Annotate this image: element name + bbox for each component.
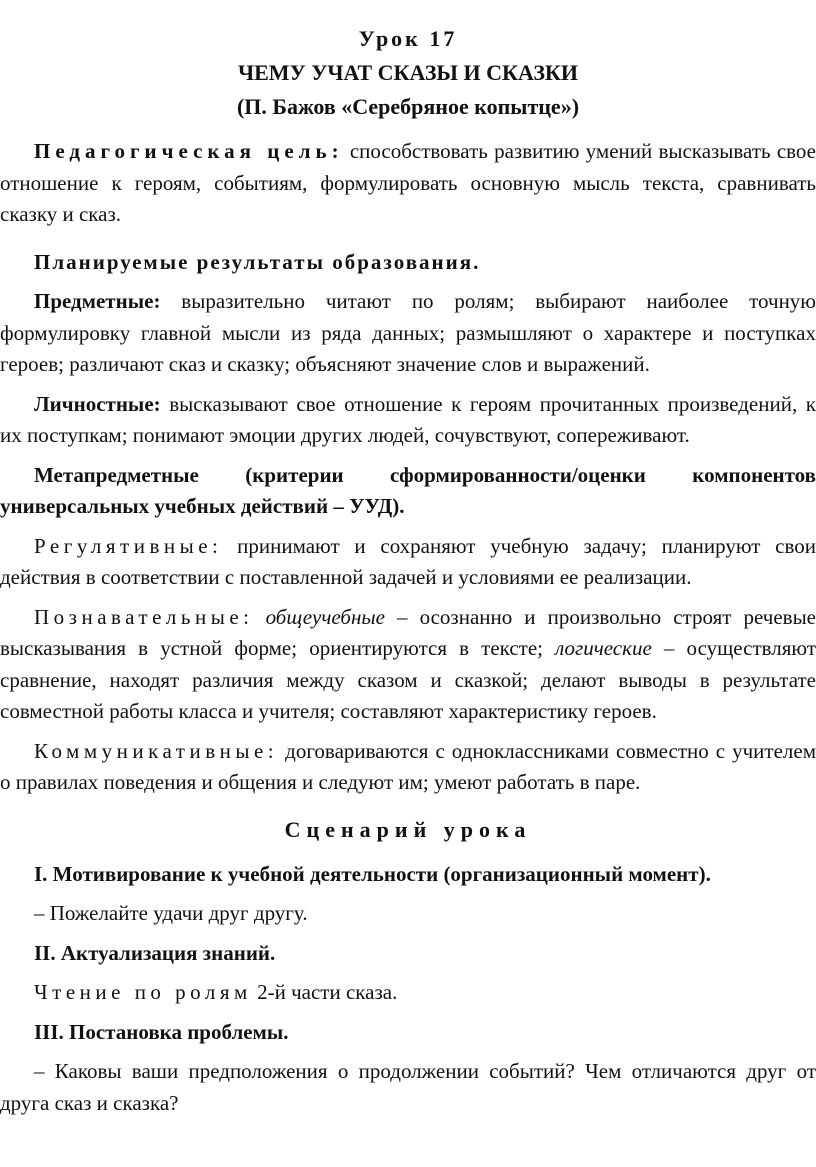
cognitive-label: Познавательные: — [34, 604, 254, 629]
goal-paragraph — [0, 136, 816, 231]
communicative-label: Коммуникативные: — [34, 738, 279, 763]
cognitive-results — [0, 602, 816, 728]
regulatory-results — [0, 531, 816, 594]
personal-label: Личностные: — [34, 391, 161, 416]
regulatory-label: Регулятивные: — [34, 533, 223, 558]
personal-results — [0, 389, 816, 452]
goal-label: Педагогическая цель: — [34, 139, 344, 163]
stage3-title: III. Постановка проблемы. — [34, 1019, 289, 1044]
lesson-subtitle: (П. Бажов «Серебряное копытце») — [236, 94, 580, 119]
communicative-results — [0, 736, 816, 799]
cognitive-text-logical: – осуществляют сравнение, находят различия между сказом и сказкой; делают выводы в результате совместной работы класса и учителя; составляют характеристику героев. — [0, 636, 816, 723]
stage1-text: – Пожелайте удачи друг другу. — [34, 901, 308, 925]
goal-text: способствовать развитию умений высказывать свое отношение к героям, событиям, формулировать основную мысль текста, сравнивать сказку и сказ. — [0, 139, 816, 226]
stage2-title: II. Актуализация знаний. — [34, 940, 276, 965]
stage3-text: – Каковы ваши предположения о продолжении событий? Чем отличаются друг от друга сказ и сказка? — [0, 1059, 816, 1115]
personal-text: высказывают свое отношение к героям прочитанных произведений, к их поступкам; понимают эмоции других людей, сочувствуют, сопереживают. — [0, 391, 816, 447]
scenario-heading: Сценарий урока — [284, 816, 532, 842]
meta-heading: Метапредметные (критерии сформированности/оценки компонентов универсальных учебных действий – УУД). — [0, 462, 816, 518]
lesson-title: ЧЕМУ УЧАТ СКАЗЫ И СКАЗКИ — [237, 60, 578, 85]
subject-results — [0, 286, 816, 381]
regulatory-text: принимают и сохраняют учебную задачу; планируют свои действия в соответствии с поставленной задачей и условиями ее реализации. — [0, 533, 816, 589]
subject-text: выразительно читают по ролям; выбирают наиболее точную формулировку главной мысли из ряда данных; размышляют о характере и поступках героев; различают сказ и сказку; объясняют значение слов и выражений. — [0, 289, 816, 376]
lesson-number: Урок 17 — [358, 26, 458, 51]
cognitive-text-general: – осознанно и произвольно строят речевые высказывания в устной форме; ориентируются в тексте; — [0, 604, 816, 660]
stage2-spaced: Чтение по ролям — [34, 980, 252, 1004]
stage1-title: I. Мотивирование к учебной деятельности (организационный момент). — [34, 861, 711, 886]
stage2-text: Чтение по ролям 2-й части сказа. — [34, 980, 398, 1004]
cognitive-italic-logical: логические — [555, 636, 652, 660]
results-heading: Планируемые результаты образования. — [34, 249, 481, 274]
subject-label: Предметные: — [34, 289, 161, 313]
communicative-text: договариваются с одноклассниками совместно с учителем о правилах поведения и общения и следуют им; умеют работать в паре. — [0, 738, 816, 794]
cognitive-italic-general: общеучебные — [265, 604, 385, 629]
